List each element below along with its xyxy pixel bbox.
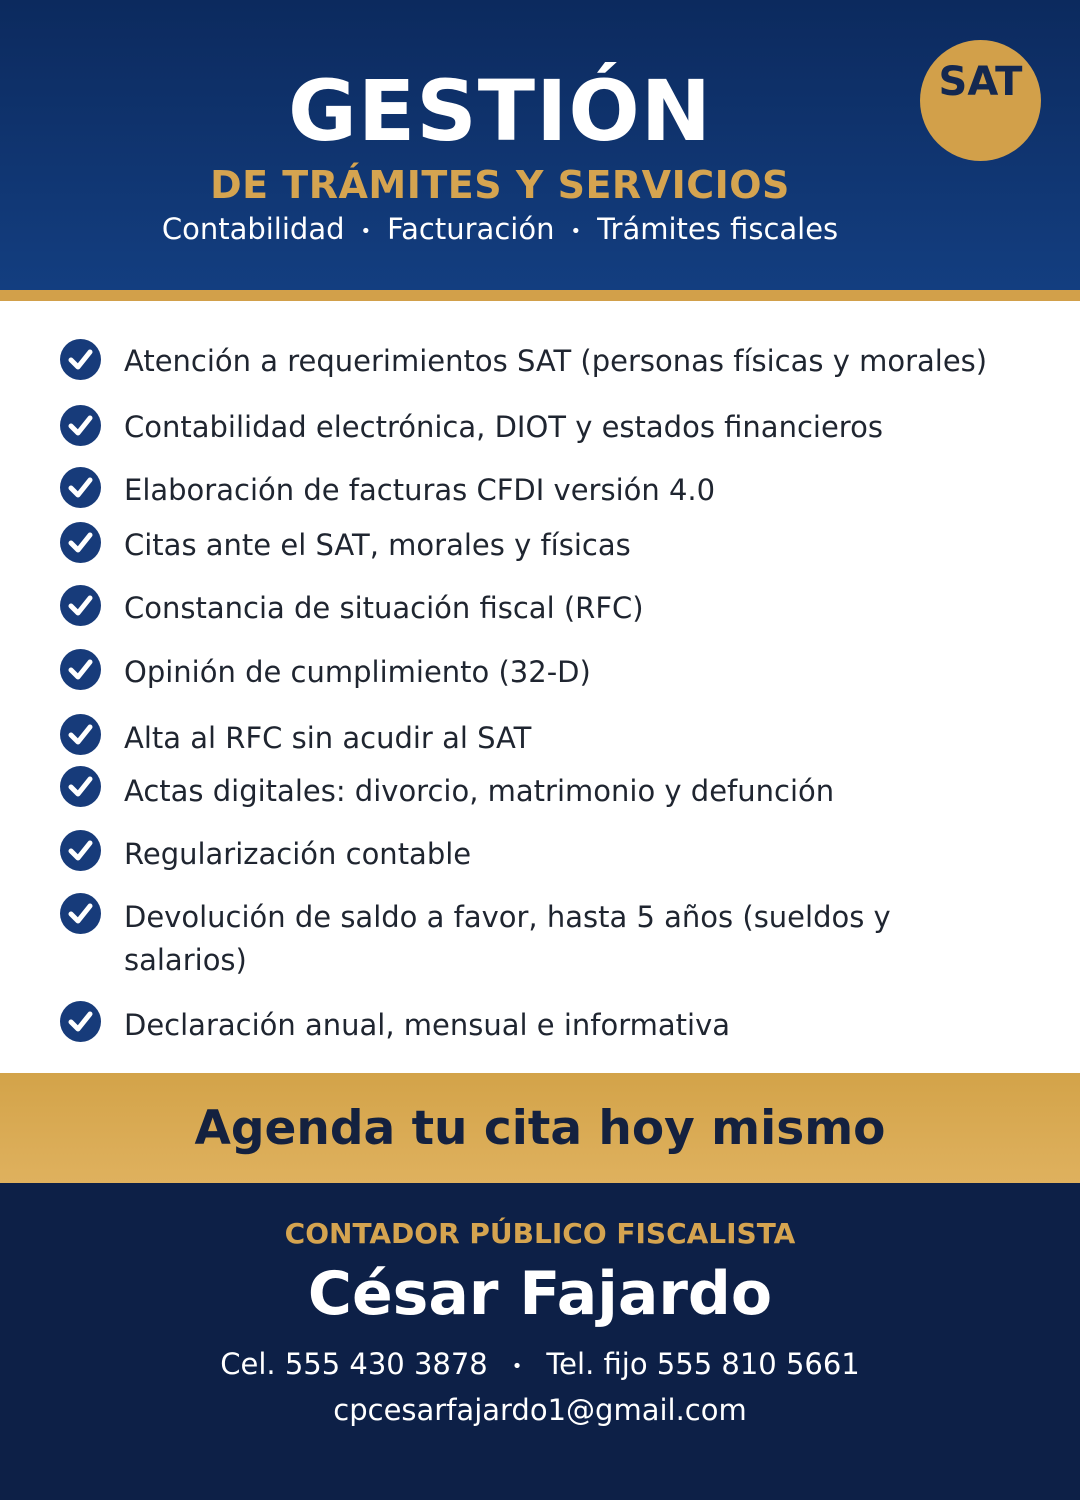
check-circle-icon bbox=[60, 649, 101, 690]
list-item-text: Regularización contable bbox=[124, 837, 472, 871]
list-item-text: Devolución de saldo a favor, hasta 5 años (sueldos y salarios) bbox=[124, 900, 891, 977]
service-accounting: Contabilidad bbox=[161, 212, 345, 246]
professional-title: CONTADOR PÚBLICO FISCALISTA bbox=[284, 1217, 796, 1250]
check-circle-icon bbox=[60, 1001, 101, 1042]
mobile-phone: Cel. 555 430 3878 bbox=[220, 1347, 488, 1381]
separator-dot: • bbox=[360, 220, 372, 242]
separator-dot: • bbox=[570, 220, 582, 242]
list-item-text: Contabilidad electrónica, DIOT y estados financieros bbox=[124, 410, 883, 444]
check-circle-icon bbox=[60, 467, 101, 508]
list-item-text: Elaboración de facturas CFDI versión 4.0 bbox=[124, 473, 716, 507]
check-circle-icon bbox=[60, 522, 101, 563]
main-title: GESTIÓN bbox=[287, 62, 713, 160]
service-invoicing: Facturación bbox=[387, 212, 555, 246]
contact-footer bbox=[0, 1183, 1080, 1500]
cta-text: Agenda tu cita hoy mismo bbox=[194, 1100, 886, 1156]
check-circle-icon bbox=[60, 830, 101, 871]
check-circle-icon bbox=[60, 405, 101, 446]
subtitle: DE TRÁMITES Y SERVICIOS bbox=[210, 163, 790, 207]
email-address: cpcesarfajardo1@gmail.com bbox=[333, 1393, 747, 1427]
header-banner bbox=[0, 0, 1080, 290]
services-list bbox=[0, 301, 1080, 1073]
list-item-text: Citas ante el SAT, morales y físicas bbox=[124, 528, 631, 562]
list-item-text: Declaración anual, mensual e informativa bbox=[124, 1008, 731, 1042]
phone-numbers bbox=[0, 1347, 1080, 1381]
check-circle-icon bbox=[60, 585, 101, 626]
service-tax-procedures: Trámites fiscales bbox=[597, 212, 839, 246]
contact-name: César Fajardo bbox=[307, 1259, 773, 1329]
check-circle-icon bbox=[60, 714, 101, 755]
list-item-text: Atención a requerimientos SAT (personas físicas y morales) bbox=[124, 344, 988, 378]
landline-phone: Tel. fijo 555 810 5661 bbox=[546, 1347, 860, 1381]
list-item-text: Constancia de situación fiscal (RFC) bbox=[124, 591, 644, 625]
separator-dot: • bbox=[511, 1355, 523, 1377]
sat-badge bbox=[920, 40, 1041, 161]
services-line bbox=[0, 212, 1000, 246]
check-circle-icon bbox=[60, 893, 101, 934]
gold-divider bbox=[0, 290, 1080, 301]
call-to-action-banner bbox=[0, 1073, 1080, 1183]
check-circle-icon bbox=[60, 339, 101, 380]
sat-badge-label: SAT bbox=[938, 58, 1023, 105]
list-item-text: Opinión de cumplimiento (32-D) bbox=[124, 655, 591, 689]
list-item-text: Actas digitales: divorcio, matrimonio y defunción bbox=[124, 774, 835, 808]
check-circle-icon bbox=[60, 766, 101, 807]
list-item-text: Alta al RFC sin acudir al SAT bbox=[124, 721, 532, 755]
